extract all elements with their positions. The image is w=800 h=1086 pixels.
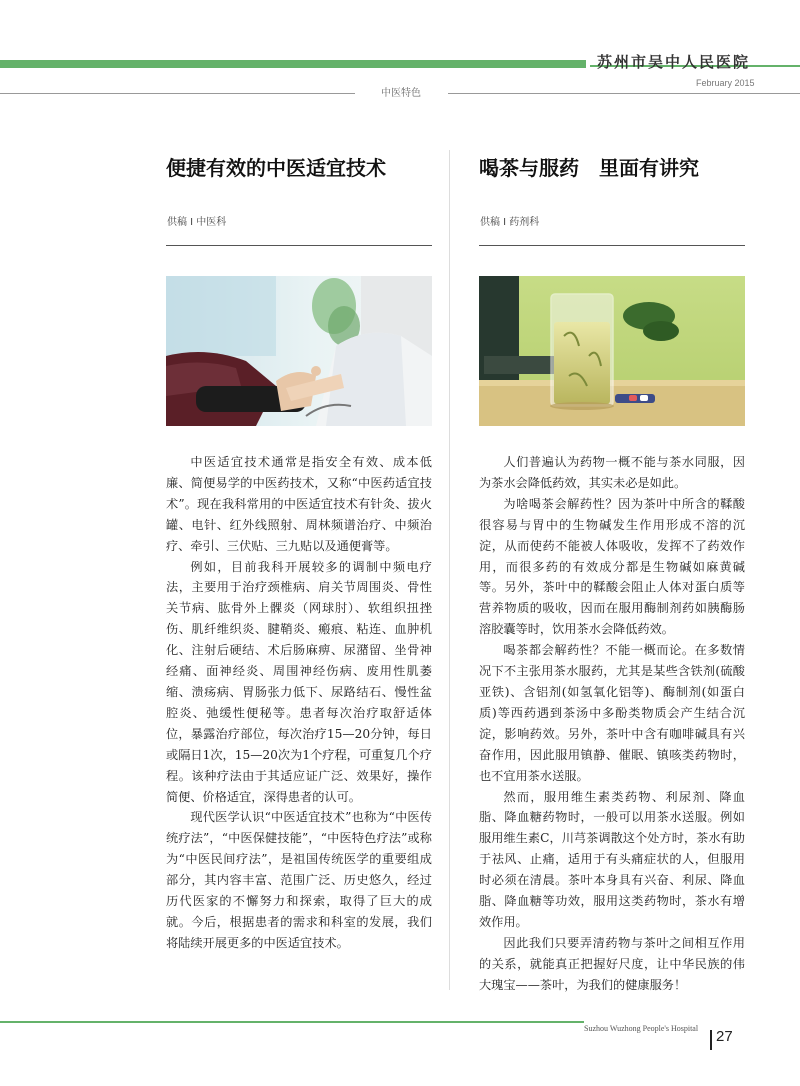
section-rule-right xyxy=(448,93,800,94)
right-paragraph: 人们普遍认为药物一概不能与茶水同服，因为茶水会降低药效，其实未必是如此。 xyxy=(479,455,745,490)
footer-hospital-english: Suzhou Wuzhong People's Hospital xyxy=(584,1024,699,1033)
page-number: 27 xyxy=(716,1028,733,1045)
right-article-body xyxy=(479,452,745,996)
right-article-title: 喝茶与服药 里面有讲究 xyxy=(479,156,699,180)
right-paragraph: 因此我们只要弄清药物与茶叶之间相互作用的关系，就能真正把握好尺度，让中华民族的伟大瑰宝——茶叶，为我们的健康服务！ xyxy=(479,935,745,992)
section-rule-left xyxy=(0,93,355,94)
footer-green-line xyxy=(0,1021,584,1023)
left-paragraph: 例如，目前我科开展较多的调制中频电疗法，主要用于治疗颈椎病、肩关节周围炎、骨性关节病、肱骨外上髁炎（网球肘）、软组织扭挫伤、肌纤维织炎、腱鞘炎、瘢痕、粘连、血肿机化、注射后硬结、术后肠麻痹、尿潴留、坐骨神经痛、面神经炎、周围神经伤病、废用性肌萎缩、溃疡病、胃肠张力低下、尿路结石、慢性盆腔炎、弛缓性便秘等。患者每次治疗取舒适体位，暴露治疗部位，每次治疗15—20分钟，每日或隔日1次，15—20次为1个疗程，可重复几个疗程。该种疗法由于其适应证广泛、效果好，操作简便、价格适宜，深得患者的认可。 xyxy=(166,559,432,804)
acupuncture-treatment-photo xyxy=(166,276,432,426)
right-paragraph: 喝茶都会解药性？不能一概而论。在多数情况下不主张用茶水服药，尤其是某些含铁剂(硫酸亚铁)、含铝剂(如氢氧化铝等)、酶制剂(如蛋白质)等西药遇到茶汤中多酚类物质会产生结合沉淀，影响药效。另外，茶叶中含有咖啡碱具有兴奋作用，因此服用镇静、催眠、镇咳类药物时，也不宜用茶水送服。 xyxy=(479,643,745,783)
issue-date: February 2015 xyxy=(696,78,755,88)
left-paragraph: 中医适宜技术通常是指安全有效、成本低廉、简便易学的中医药技术，又称“中医药适宜技术”。现在我科常用的中医适宜技术有针灸、拔火罐、电针、红外线照射、周林频谱治疗、中频治疗、牵引、三伏贴、三九贴以及通便膏等。 xyxy=(166,455,432,553)
right-paragraph: 然而，服用维生素类药物、利尿剂、降血脂、降血糖药物时，一般可以用茶水送服。例如服用维生素C，川芎茶调散这个处方时，茶水有助于祛风、止痛，适用于有头痛症状的人，但服用时必须在清晨。茶叶本身具有兴奋、利尿、降血脂、降血糖等功效，服用这类药物时，茶水有增效作用。 xyxy=(479,789,745,929)
header-green-bar xyxy=(0,60,586,68)
right-paragraph: 为啥喝茶会解药性？因为茶叶中所含的鞣酸很容易与胃中的生物碱发生作用形成不溶的沉淀，从而使药不能被人体吸收，发挥不了药效作用，而很多药的有效成分都是生物碱如麻黄碱等。另外，茶叶中的鞣酸会阻止人体对蛋白质等营养物质的吸收，因而在服用酶制剂药如胰酶肠溶胶囊等时，饮用茶水会降低药效。 xyxy=(479,496,745,637)
tea-glass-and-pills-photo xyxy=(479,276,745,426)
left-title-rule xyxy=(166,245,432,246)
column-divider xyxy=(449,150,450,990)
hospital-logo-text: 苏州市吴中人民医院 xyxy=(597,53,751,71)
page-number-mark xyxy=(710,1030,712,1050)
left-paragraph: 现代医学认识“中医适宜技术”也称为“中医传统疗法”，“中医保健技能”，“中医特色疗法”或称为“中医民间疗法”，是祖国传统医学的重要组成部分，其内容丰富、范围广泛、历史悠久，经过历代医家的不懈努力和探索，取得了巨大的成就。今后，根据患者的需求和科室的发展，我们将陆续开展更多的中医适宜技术。 xyxy=(166,810,432,950)
section-tag: 中医特色 xyxy=(381,88,421,99)
left-article-byline: 供稿 I 中医科 xyxy=(167,217,227,228)
left-article-title: 便捷有效的中医适宜技术 xyxy=(166,156,386,180)
left-article-body xyxy=(166,452,432,954)
right-title-rule xyxy=(479,245,745,246)
right-article-byline: 供稿 I 药剂科 xyxy=(480,217,540,228)
